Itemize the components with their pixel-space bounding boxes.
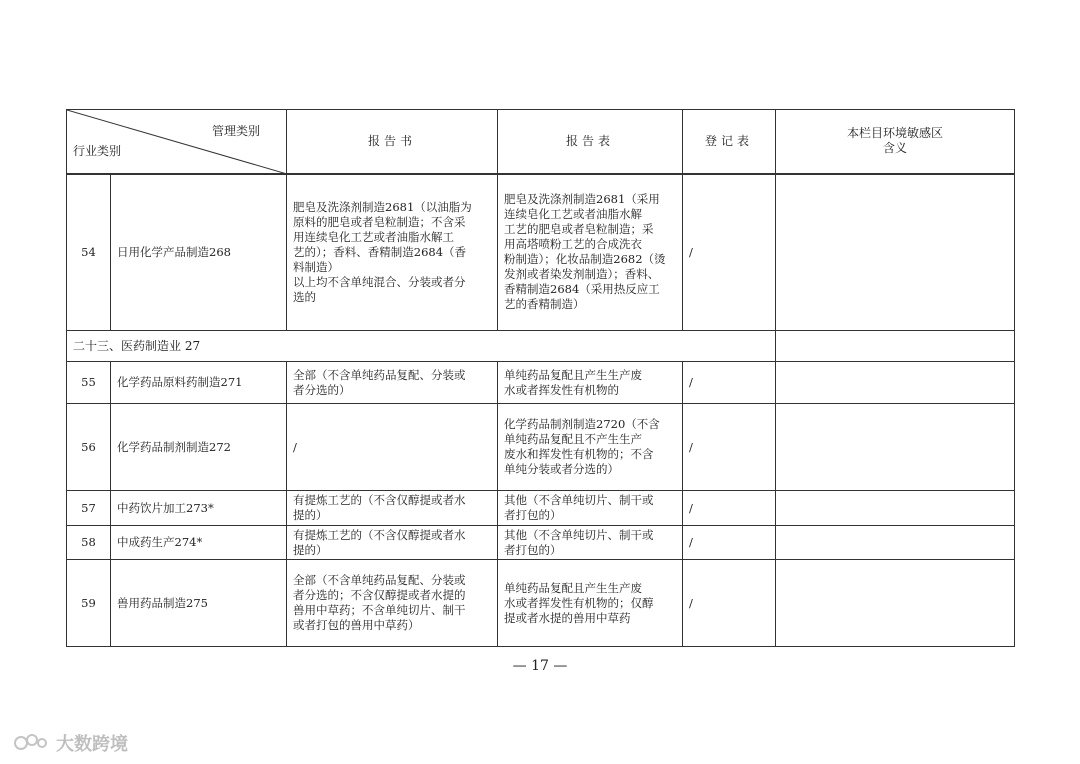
industry-name: 兽用药品制造275 bbox=[111, 560, 287, 647]
registration-cell: / bbox=[683, 404, 776, 491]
sensitive-area-cell bbox=[776, 560, 1015, 647]
table-row bbox=[67, 526, 1015, 560]
report-book-cell: / bbox=[287, 404, 498, 491]
table-row bbox=[67, 560, 1015, 647]
section-row bbox=[67, 331, 1015, 362]
registration-cell: / bbox=[683, 362, 776, 404]
table-row bbox=[67, 174, 1015, 331]
report-book-cell: 有提炼工艺的（不含仅醇提或者水 提的） bbox=[287, 491, 498, 526]
report-book-cell: 肥皂及洗涤剂制造2681（以油脂为 原料的肥皂或者皂粒制造；不含采 用连续皂化工艺或者油脂水解工 艺的）；香料、香精制造2684（香 料制造） 以上均不含单纯混合、分装或者分 选的 bbox=[287, 174, 498, 331]
table-row bbox=[67, 491, 1015, 526]
row-number: 58 bbox=[67, 526, 111, 560]
section-empty-cell bbox=[776, 331, 1015, 362]
industry-name: 化学药品制剂制造272 bbox=[111, 404, 287, 491]
report-book-cell: 有提炼工艺的（不含仅醇提或者水 提的） bbox=[287, 526, 498, 560]
industry-name: 中药饮片加工273* bbox=[111, 491, 287, 526]
watermark-text: 大数跨境 bbox=[56, 734, 128, 755]
col-header-report-form: 报告表 bbox=[498, 110, 683, 174]
sensitive-area-cell bbox=[776, 174, 1015, 331]
watermark bbox=[12, 730, 128, 756]
diagonal-header-cell bbox=[67, 110, 287, 174]
section-title: 二十三、医药制造业 27 bbox=[67, 331, 776, 362]
row-number: 55 bbox=[67, 362, 111, 404]
watermark-logo-icon bbox=[12, 732, 50, 754]
diagonal-divider bbox=[67, 110, 287, 174]
registration-cell: / bbox=[683, 526, 776, 560]
report-form-cell: 肥皂及洗涤剂制造2681（采用 连续皂化工艺或者油脂水解 工艺的肥皂或者皂粒制造；采 用高塔喷粉工艺的合成洗衣 粉制造）；化妆品制造2682（烫 发剂或者染发剂制造）；香料、 香精制造2684（采用热反应工 艺的香精制造） bbox=[498, 174, 683, 331]
report-form-cell: 单纯药品复配且产生生产废 水或者挥发性有机物的；仅醇 提或者水提的兽用中草药 bbox=[498, 560, 683, 647]
industry-name: 中成药生产274* bbox=[111, 526, 287, 560]
col-header-registration: 登记表 bbox=[683, 110, 776, 174]
report-form-cell: 单纯药品复配且产生生产废 水或者挥发性有机物的 bbox=[498, 362, 683, 404]
table-header-row bbox=[67, 110, 1015, 174]
table-row bbox=[67, 404, 1015, 491]
col-header-sensitive-area: 本栏目环境敏感区 含义 bbox=[776, 110, 1015, 174]
report-book-cell: 全部（不含单纯药品复配、分装或 者分选的） bbox=[287, 362, 498, 404]
report-form-cell: 其他（不含单纯切片、制干或 者打包的） bbox=[498, 526, 683, 560]
report-form-cell: 化学药品制剂制造2720（不含 单纯药品复配且不产生生产 废水和挥发性有机物的；不含 单纯分装或者分选的） bbox=[498, 404, 683, 491]
row-number: 57 bbox=[67, 491, 111, 526]
report-book-cell: 全部（不含单纯药品复配、分装或 者分选的；不含仅醇提或者水提的 兽用中草药；不含单纯切片、制干 或者打包的兽用中草药） bbox=[287, 560, 498, 647]
industry-name: 日用化学产品制造268 bbox=[111, 174, 287, 331]
industry-category-label: 行业类别 bbox=[73, 143, 122, 158]
sensitive-area-cell bbox=[776, 362, 1015, 404]
table-row bbox=[67, 362, 1015, 404]
registration-cell: / bbox=[683, 560, 776, 647]
row-number: 54 bbox=[67, 174, 111, 331]
col-header-report-book: 报告书 bbox=[287, 110, 498, 174]
registration-cell: / bbox=[683, 491, 776, 526]
registration-cell: / bbox=[683, 174, 776, 331]
sensitive-area-cell bbox=[776, 526, 1015, 560]
page-number: — 17 — bbox=[512, 658, 568, 674]
classification-table bbox=[66, 109, 1015, 647]
industry-name: 化学药品原料药制造271 bbox=[111, 362, 287, 404]
management-category-label: 管理类别 bbox=[211, 124, 260, 138]
sensitive-area-cell bbox=[776, 491, 1015, 526]
sensitive-area-cell bbox=[776, 404, 1015, 491]
report-form-cell: 其他（不含单纯切片、制干或 者打包的） bbox=[498, 491, 683, 526]
row-number: 59 bbox=[67, 560, 111, 647]
row-number: 56 bbox=[67, 404, 111, 491]
